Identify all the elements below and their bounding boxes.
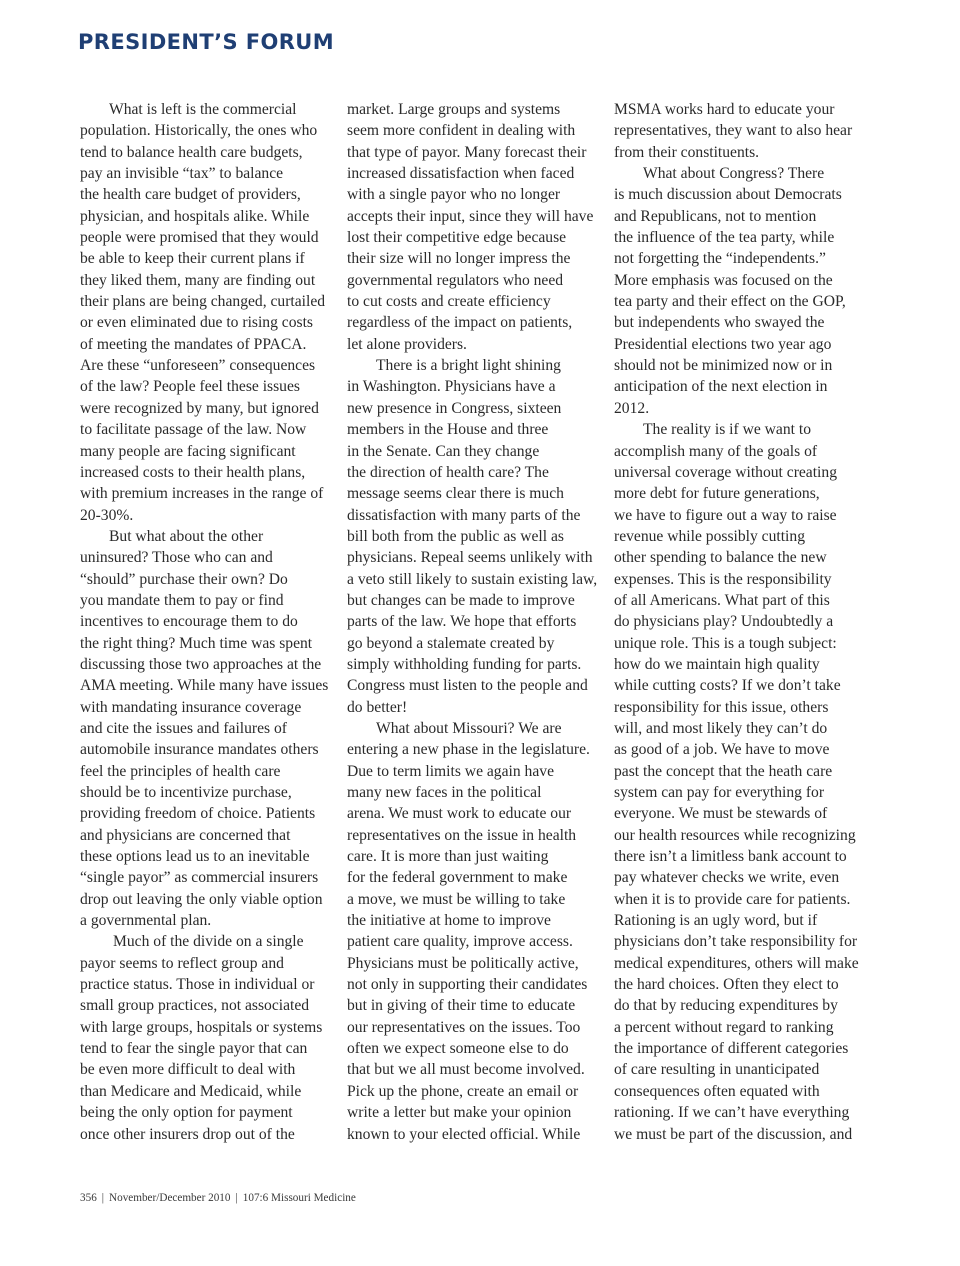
body-text-line: the direction of health care? The [347, 463, 549, 481]
body-text-line: to facilitate passage of the law. Now [80, 421, 307, 439]
page-number: 356 [80, 1192, 97, 1204]
body-text-line: of meeting the mandates of PPACA. [80, 335, 307, 353]
issue-date: November/December 2010 [109, 1192, 231, 1204]
body-text-line: The reality is if we want to [643, 421, 812, 439]
body-text-line: the right thing? Much time was spent [80, 634, 313, 652]
body-text-line: message seems clear there is much [347, 485, 564, 503]
body-text-line: should be to incentivize purchase, [80, 784, 292, 801]
body-text-line: dissatisfaction with many parts of the [347, 506, 581, 524]
footer-divider: | [101, 1192, 105, 1204]
body-text-line: be even more difficult to deal with [80, 1061, 296, 1079]
body-text-line: often we expect someone else to do [347, 1040, 569, 1058]
body-text-line: how do we maintain high quality [614, 655, 820, 673]
text-column-3 [614, 99, 866, 1145]
body-text-line: a percent without regard to ranking [614, 1018, 834, 1036]
body-text-line: feel the principles of health care [80, 762, 281, 780]
body-text-line: not forgetting the “independents.” [614, 250, 826, 268]
body-text-line: everyone. We must be stewards of [614, 805, 828, 823]
body-text-line: automobile insurance mandates others [80, 741, 319, 759]
body-text-line: do physicians play? Undoubtedly a [614, 613, 834, 631]
body-text-line: What about Missouri? We are [376, 719, 562, 737]
body-text-line: of all Americans. What part of this [614, 591, 830, 609]
body-text-line: when it is to provide care for patients. [614, 890, 851, 908]
body-text-line: past the concept that the heath care [614, 762, 833, 780]
body-text-line: do better! [347, 698, 408, 716]
body-text-line: increased dissatisfaction when faced [347, 165, 575, 183]
body-text-line: representatives on the issue in health [347, 826, 577, 844]
text-column-1 [80, 99, 332, 1145]
body-text-line: pay an invisible “tax” to balance [80, 165, 284, 183]
body-text-line: market. Large groups and systems [347, 101, 561, 118]
body-text-line: do that by reducing expenditures by [614, 997, 838, 1015]
footer-divider: | [235, 1192, 238, 1204]
body-text-line: people were promised that they would [80, 229, 319, 247]
body-text-line: providing freedom of choice. Patients [80, 805, 316, 823]
body-text-line: go beyond a stalemate created by [347, 634, 555, 652]
body-text-line: other spending to balance the new [614, 549, 827, 567]
body-text-line: incentives to encourage them to do [80, 613, 298, 631]
body-text-line: the health care budget of providers, [80, 186, 301, 204]
body-text-line: anticipation of the next election in [614, 378, 828, 396]
body-text-line: is much discussion about Democrats [614, 186, 842, 204]
body-text-line: the hard choices. Often they elect to [614, 976, 839, 994]
body-text-line: Pick up the phone, create an email or [347, 1082, 579, 1100]
body-text-line: practice status. Those in individual or [80, 976, 315, 994]
body-text-line: More emphasis was focused on the [614, 271, 833, 289]
body-text-line: more debt for future generations, [614, 485, 820, 503]
body-text-line: of care resulting in unanticipated [614, 1061, 820, 1079]
body-text-line: physician, and hospitals alike. While [80, 207, 310, 225]
body-text-line: increased costs to their health plans, [80, 463, 306, 481]
body-text-line: of the law? People feel these issues [80, 378, 300, 396]
body-text-line: once other insurers drop out of the [80, 1125, 295, 1143]
body-text-line: Rationing is an ugly word, but if [614, 912, 818, 930]
body-text-line: they liked them, many are finding out [80, 271, 316, 289]
body-text-line: medical expenditures, others will make [614, 954, 859, 972]
body-text-line: there isn’t a limitless bank account to [614, 848, 847, 866]
body-text-line: Due to term limits we again have [347, 762, 554, 780]
body-text-line: accomplish many of the goals of [614, 442, 818, 460]
body-text-line: as good of a job. We have to move [614, 741, 830, 759]
body-text-line: expenses. This is the responsibility [614, 570, 832, 588]
body-text-line: with large groups, hospitals or systems [80, 1018, 323, 1036]
body-text-line: these options lead us to an inevitable [80, 848, 310, 866]
body-text-line: members in the House and three [347, 421, 549, 439]
body-text-line: system can pay for everything for [614, 784, 825, 801]
body-text-line: lost their competitive edge because [347, 229, 567, 247]
body-text-line: governmental regulators who need [347, 271, 564, 289]
body-text-line: “should” purchase their own? Do [80, 570, 288, 588]
body-text-line: tea party and their effect on the GOP, [614, 293, 846, 311]
body-text-line: But what about the other [109, 527, 264, 545]
body-text-line: tend to fear the single payor that can [80, 1040, 308, 1058]
body-text-line: patient care quality, improve access. [347, 933, 573, 951]
body-text-line: bill both from the public as well as [347, 527, 564, 545]
body-text-line: regardless of the impact on patients, [347, 314, 573, 332]
body-text-line: responsibility for this issue, others [614, 698, 829, 716]
body-text-line: entering a new phase in the legislature. [347, 741, 590, 759]
body-text-line: we must be part of the discussion, and [614, 1125, 853, 1143]
body-text-line: but independents who swayed the [614, 314, 825, 332]
body-text-line: representatives, they want to also hear [614, 122, 853, 140]
body-text-line: with mandating insurance coverage [80, 698, 302, 716]
body-text-line: uninsured? Those who can and [80, 549, 273, 567]
body-text-line: pay whatever checks we write, even [614, 869, 840, 887]
body-text-line: many new faces in the political [347, 784, 542, 801]
body-text-line: What is left is the commercial [109, 101, 297, 118]
body-text-line: write a letter but make your opinion [347, 1104, 572, 1122]
body-text-line: a governmental plan. [80, 912, 212, 930]
body-text-line: known to your elected official. While [347, 1125, 581, 1143]
body-text-line: Much of the divide on a single [113, 933, 304, 951]
body-text-line: be able to keep their current plans if [80, 250, 305, 268]
body-text-line: Congress must listen to the people and [347, 677, 588, 695]
body-text-line: drop out leaving the only viable option [80, 890, 323, 908]
body-text-line: the influence of the tea party, while [614, 229, 835, 247]
body-text-line: population. Historically, the ones who [80, 122, 318, 140]
body-text-line: discussing those two approaches at the [80, 655, 322, 673]
body-text-line: will, and most likely they can’t do [614, 719, 828, 737]
body-text-line: physicians. Repeal seems unlikely with [347, 549, 593, 567]
body-text-line: than Medicare and Medicaid, while [80, 1082, 302, 1100]
body-text-line: unique role. This is a tough subject: [614, 634, 837, 652]
body-text-line: and Republicans, not to mention [614, 207, 817, 225]
body-text-line: a move, we must be willing to take [347, 890, 566, 908]
section-title: PRESIDENT’S FORUM [78, 30, 335, 54]
body-text-line: rationing. If we can’t have everything [614, 1104, 850, 1122]
body-text-line: Physicians must be politically active, [347, 954, 579, 972]
body-text-line: accepts their input, since they will have [347, 207, 594, 225]
body-text-line: not only in supporting their candidates [347, 976, 588, 994]
body-text-line: their size will no longer impress the [347, 250, 571, 268]
body-text-line: and physicians are concerned that [80, 826, 291, 844]
body-text-line: payor seems to reflect group and [80, 954, 284, 972]
body-text-line: revenue while possibly cutting [614, 527, 805, 545]
body-text-line: small group practices, not associated [80, 997, 310, 1015]
body-text-line: a veto still likely to sustain existing law, [347, 570, 598, 588]
body-text-line: but in giving of their time to educate [347, 997, 576, 1015]
body-text-line: you mandate them to pay or find [80, 591, 284, 609]
body-text-line: physicians don’t take responsibility for [614, 933, 858, 951]
body-text-line: Are these “unforeseen” consequences [80, 357, 316, 375]
body-text-line: to cut costs and create efficiency [347, 293, 551, 311]
body-text-line: with premium increases in the range of [80, 485, 324, 503]
body-text-line: arena. We must work to educate our [347, 805, 572, 823]
body-text-line: from their constituents. [614, 143, 760, 161]
body-text-line: parts of the law. We hope that efforts [347, 613, 577, 631]
body-text-line: for the federal government to make [347, 869, 568, 887]
body-text-line: that but we all must become involved. [347, 1061, 585, 1079]
body-text-line: that type of payor. Many forecast their [347, 143, 587, 161]
body-text-line: our health resources while recognizing [614, 826, 856, 844]
body-text-line: being the only option for payment [80, 1104, 293, 1122]
body-text-line: tend to balance health care budgets, [80, 143, 303, 161]
body-text-line: their plans are being changed, curtailed [80, 293, 326, 311]
body-text-line: but changes can be made to improve [347, 591, 575, 609]
body-text-line: simply withholding funding for parts. [347, 655, 582, 673]
body-text-line: AMA meeting. While many have issues [80, 677, 329, 695]
body-text-line: “single payor” as commercial insurers [80, 869, 319, 887]
text-column-2 [347, 99, 599, 1145]
body-text-line: consequences often equated with [614, 1082, 820, 1100]
body-text-line: the importance of different categories [614, 1040, 849, 1058]
body-text-line: 2012. [614, 399, 650, 417]
page-footer [80, 1192, 356, 1204]
body-text-line: with a single payor who no longer [347, 186, 561, 204]
body-text-line: we have to figure out a way to raise [614, 506, 837, 524]
body-text-line: There is a bright light shining [376, 357, 561, 375]
body-text-line: were recognized by many, but ignored [80, 399, 319, 417]
body-text-line: and cite the issues and failures of [80, 719, 287, 737]
body-text-line: Presidential elections two year ago [614, 335, 832, 353]
body-text-line: What about Congress? There [643, 165, 825, 183]
body-text-line: in Washington. Physicians have a [347, 378, 556, 396]
body-text-line: new presence in Congress, sixteen [347, 399, 562, 417]
body-text-line: or even eliminated due to rising costs [80, 314, 313, 332]
body-text-line: our representatives on the issues. Too [347, 1018, 581, 1036]
body-text-line: 20-30%. [80, 506, 134, 524]
body-text-line: MSMA works hard to educate your [614, 101, 835, 118]
body-text-line: care. It is more than just waiting [347, 848, 549, 866]
body-text-line: seem more confident in dealing with [347, 122, 576, 140]
body-text-line: the initiative at home to improve [347, 912, 551, 930]
body-text-line: in the Senate. Can they change [347, 442, 540, 460]
body-text-line: many people are facing significant [80, 442, 296, 460]
body-text-line: while cutting costs? If we don’t take [614, 677, 841, 695]
body-text-line: should not be minimized now or in [614, 357, 833, 375]
journal-name: 107:6 Missouri Medicine [242, 1192, 356, 1204]
body-text-line: let alone providers. [347, 335, 467, 353]
body-text-line: universal coverage without creating [614, 463, 837, 481]
